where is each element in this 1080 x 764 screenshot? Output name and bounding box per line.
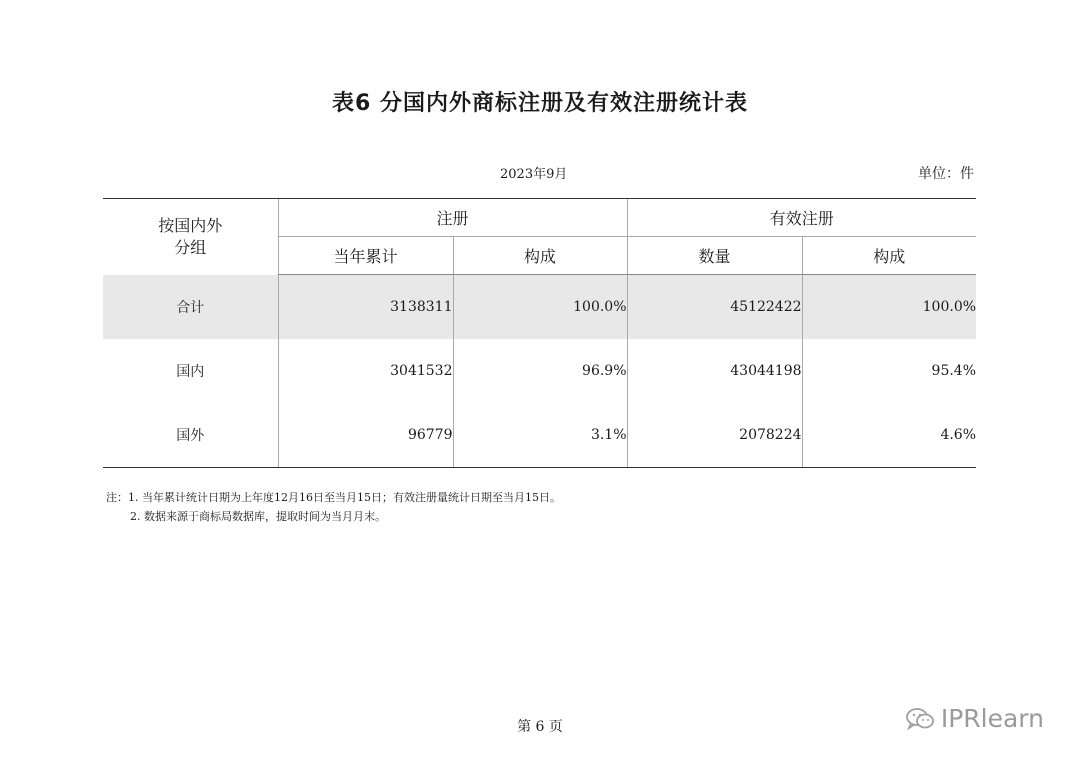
page-number: 第 6 页 <box>517 719 563 735</box>
table-row-domestic <box>103 339 976 403</box>
table-row-foreign <box>103 403 976 468</box>
footnote-1: 注：1. 当年累计统计日期为上年度12月16日至当月15日；有效注册量统计日期至当月15日。 <box>106 491 561 504</box>
report-date: 2023年9月 <box>500 167 568 182</box>
footnotes <box>106 488 561 526</box>
group-header-registration: 注册 <box>278 199 627 237</box>
cell-cumulative: 3041532 <box>278 339 453 403</box>
cell-share: 100.0% <box>453 275 627 340</box>
cell-quantity: 43044198 <box>627 339 802 403</box>
cell-share-valid: 100.0% <box>802 275 976 340</box>
row-label: 国外 <box>103 403 278 468</box>
table-row-total <box>103 275 976 340</box>
header-row-1 <box>103 199 976 237</box>
wechat-icon <box>905 706 935 732</box>
cell-cumulative: 96779 <box>278 403 453 468</box>
cell-share: 96.9% <box>453 339 627 403</box>
row-group-header-text: 按国内外 分组 <box>158 215 223 257</box>
watermark <box>905 704 1044 733</box>
row-group-header <box>103 199 278 275</box>
row-label: 合计 <box>103 275 278 340</box>
group-header-valid-registration: 有效注册 <box>627 199 976 237</box>
sub-header-share: 构成 <box>453 237 627 275</box>
row-label: 国内 <box>176 364 205 380</box>
cell-share-valid: 4.6% <box>802 403 976 468</box>
sub-header-cumulative: 当年累计 <box>278 237 453 275</box>
watermark-text: IPRlearn <box>940 704 1044 733</box>
cell-quantity: 2078224 <box>627 403 802 468</box>
cell-share-valid: 95.4% <box>802 339 976 403</box>
cell-quantity: 45122422 <box>627 275 802 340</box>
sub-header-share-valid: 构成 <box>802 237 976 275</box>
cell-share: 3.1% <box>453 403 627 468</box>
unit-label: 单位：件 <box>918 166 974 182</box>
statistics-table <box>103 198 976 468</box>
sub-header-quantity: 数量 <box>627 237 802 275</box>
footnote-2: 2. 数据来源于商标局数据库，提取时间为当月月末。 <box>130 510 386 523</box>
table-title: 表6 分国内外商标注册及有效注册统计表 <box>332 91 748 116</box>
cell-cumulative: 3138311 <box>278 275 453 340</box>
